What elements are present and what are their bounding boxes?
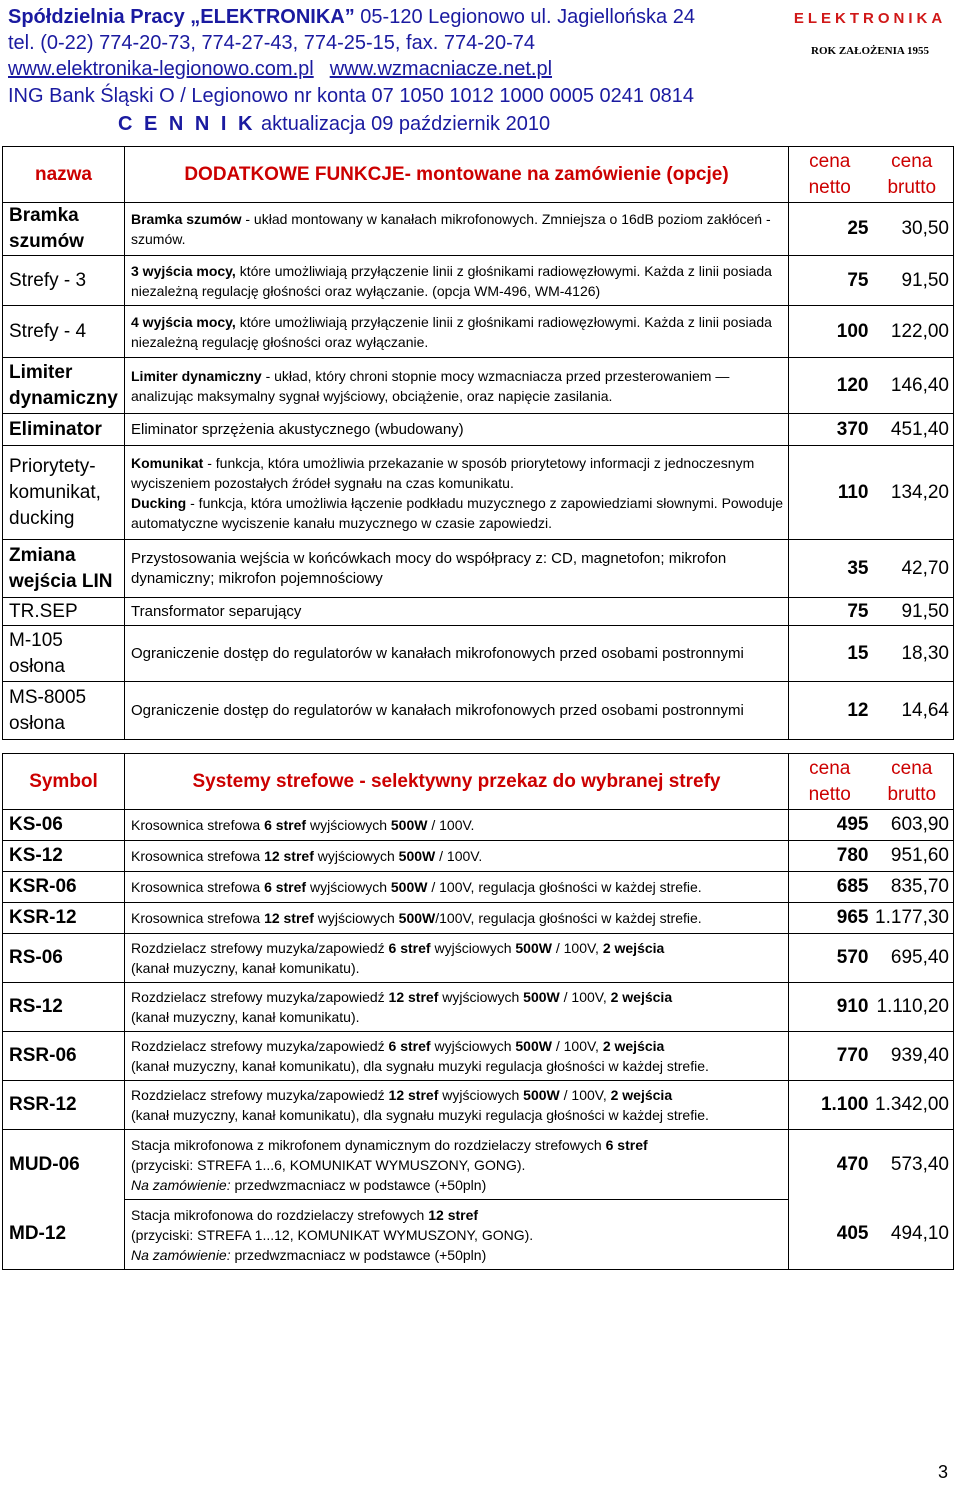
option-name: Eliminator — [3, 414, 125, 446]
table-row — [3, 810, 954, 841]
table-row — [3, 626, 954, 682]
product-desc: Stacja mikrofonowa do rozdzielaczy strefowych 12 stref (przyciski: STREFA 1...12, KOMUNIKAT WYMUSZONY, GONG). Na zamówienie: przedwzmacniacz w podstawce (+50pln) — [125, 1200, 789, 1270]
table-row — [3, 540, 954, 598]
option-name: Bramka szumów — [3, 203, 125, 256]
option-desc: Eliminator sprzężenia akustycznego (wbudowany) — [125, 414, 789, 446]
company-address: 05-120 Legionowo ul. Jagiellońska 24 — [360, 6, 695, 28]
price-netto: 910 — [789, 983, 871, 1032]
product-symbol: KS-06 — [3, 810, 125, 841]
cennik-title: C E N N I K — [118, 113, 256, 135]
website-link-2[interactable]: www.wzmacniacze.net.pl — [329, 58, 553, 80]
table-row — [3, 1200, 954, 1270]
col-header-netto: cena netto — [789, 147, 871, 203]
price-brutto: 122,00 — [871, 306, 954, 358]
option-name: TR.SEP — [3, 598, 125, 626]
price-brutto: 939,40 — [871, 1032, 954, 1081]
price-brutto: 14,64 — [871, 682, 954, 740]
price-netto: 100 — [789, 306, 871, 358]
col-header-symbol: Symbol — [3, 754, 125, 810]
table-row — [3, 358, 954, 414]
product-symbol: MUD-06 — [3, 1130, 125, 1200]
price-netto: 110 — [789, 446, 871, 540]
price-brutto: 1.342,00 — [871, 1081, 954, 1130]
table-row — [3, 934, 954, 983]
table-row — [3, 203, 954, 256]
table-row — [3, 841, 954, 872]
options-table — [2, 146, 954, 740]
option-desc: Przystosowania wejścia w końcówkach mocy do współpracy z: CD, magnetofon; mikrofon dynamiczny; mikrofon pojemnościowy — [125, 540, 789, 598]
price-brutto: 30,50 — [871, 203, 954, 256]
price-netto: 35 — [789, 540, 871, 598]
page-number: 3 — [938, 1462, 949, 1482]
price-brutto: 146,40 — [871, 358, 954, 414]
price-brutto: 91,50 — [871, 256, 954, 306]
product-desc: Rozdzielacz strefowy muzyka/zapowiedź 12 stref wyjściowych 500W / 100V, 2 wejścia (kanał muzyczny, kanał komunikatu), dla sygnału muzyki regulacja głośności w każdej strefie. — [125, 1081, 789, 1130]
product-symbol: RSR-06 — [3, 1032, 125, 1081]
product-desc: Krosownica strefowa 6 stref wyjściowych 500W / 100V. — [125, 810, 789, 841]
price-netto: 75 — [789, 598, 871, 626]
company-name: Spółdzielnia Pracy „ELEKTRONIKA” — [8, 6, 355, 28]
product-symbol: RS-06 — [3, 934, 125, 983]
zone-systems-table — [2, 753, 954, 1270]
table-row — [3, 1081, 954, 1130]
product-symbol: RSR-12 — [3, 1081, 125, 1130]
company-phones: tel. (0-22) 774-20-73, 774-27-43, 774-25-15, fax. 774-20-74 — [8, 32, 536, 54]
options-table-header — [3, 147, 954, 203]
price-netto: 370 — [789, 414, 871, 446]
product-symbol: KSR-12 — [3, 903, 125, 934]
option-desc: Ograniczenie dostęp do regulatorów w kanałach mikrofonowych przed osobami postronnymi — [125, 682, 789, 740]
price-netto: 75 — [789, 256, 871, 306]
price-netto: 25 — [789, 203, 871, 256]
option-name: Limiter dynamiczny — [3, 358, 125, 414]
price-brutto: 695,40 — [871, 934, 954, 983]
table-row — [3, 872, 954, 903]
price-netto: 15 — [789, 626, 871, 682]
product-symbol: MD-12 — [3, 1200, 125, 1270]
price-brutto: 91,50 — [871, 598, 954, 626]
product-desc: Rozdzielacz strefowy muzyka/zapowiedź 6 stref wyjściowych 500W / 100V, 2 wejścia (kanał muzyczny, kanał komunikatu), dla sygnału muzyki regulacja głośności w każdej strefie. — [125, 1032, 789, 1081]
website-link-1[interactable]: www.elektronika-legionowo.com.pl — [8, 58, 314, 80]
option-desc: Bramka szumów - układ montowany w kanałach mikrofonowych. Zmniejsza o 16dB poziom zakłóceń - szumów. — [125, 203, 789, 256]
zone-table-header — [3, 754, 954, 810]
price-brutto: 451,40 — [871, 414, 954, 446]
option-name: Strefy - 3 — [3, 256, 125, 306]
product-desc: Rozdzielacz strefowy muzyka/zapowiedź 12 stref wyjściowych 500W / 100V, 2 wejścia (kanał muzyczny, kanał komunikatu). — [125, 983, 789, 1032]
price-netto: 12 — [789, 682, 871, 740]
table-row — [3, 682, 954, 740]
price-brutto: 951,60 — [871, 841, 954, 872]
price-netto: 1.100 — [789, 1081, 871, 1130]
table-row — [3, 983, 954, 1032]
price-brutto: 494,10 — [871, 1200, 954, 1270]
option-name: M-105 osłona — [3, 626, 125, 682]
price-brutto: 835,70 — [871, 872, 954, 903]
price-netto: 120 — [789, 358, 871, 414]
company-logo — [788, 10, 952, 57]
option-name: Strefy - 4 — [3, 306, 125, 358]
product-desc: Krosownica strefowa 6 stref wyjściowych 500W / 100V, regulacja głośności w każdej strefie. — [125, 872, 789, 903]
product-desc: Krosownica strefowa 12 stref wyjściowych 500W/100V, regulacja głośności w każdej strefie. — [125, 903, 789, 934]
price-netto: 495 — [789, 810, 871, 841]
col-header-netto: cena netto — [789, 754, 871, 810]
option-desc: 4 wyjścia mocy, które umożliwiają przyłączenie linii z głośnikami radiowęzłowymi. Każda z linii posiada niezależną regulację głośności oraz wyłączanie. — [125, 306, 789, 358]
table-row — [3, 598, 954, 626]
product-desc: Rozdzielacz strefowy muzyka/zapowiedź 6 stref wyjściowych 500W / 100V, 2 wejścia (kanał muzyczny, kanał komunikatu). — [125, 934, 789, 983]
price-netto: 405 — [789, 1200, 871, 1270]
zone-table-title: Systemy strefowe - selektywny przekaz do wybranej strefy — [125, 754, 789, 810]
option-name: Zmiana wejścia LIN — [3, 540, 125, 598]
update-date: aktualizacja 09 październik 2010 — [261, 113, 551, 135]
product-desc: Stacja mikrofonowa z mikrofonem dynamicznym do rozdzielaczy strefowych 6 stref (przyciski: STREFA 1...6, KOMUNIKAT WYMUSZONY, GONG). Na zamówienie: przedwzmacniacz w podstawce (+50pln) — [125, 1130, 789, 1200]
table-row — [3, 1032, 954, 1081]
bank-account: ING Bank Śląski O / Legionowo nr konta 07 1050 1012 1000 0005 0241 0814 — [8, 85, 695, 107]
price-netto: 470 — [789, 1130, 871, 1200]
price-brutto: 603,90 — [871, 810, 954, 841]
logo-since: ROK ZAŁOŻENIA 1955 — [811, 45, 929, 57]
option-desc: Ograniczenie dostęp do regulatorów w kanałach mikrofonowych przed osobami postronnymi — [125, 626, 789, 682]
product-desc: Krosownica strefowa 12 stref wyjściowych 500W / 100V. — [125, 841, 789, 872]
price-netto: 780 — [789, 841, 871, 872]
table-row — [3, 414, 954, 446]
col-header-brutto: cena brutto — [871, 147, 954, 203]
table-row — [3, 903, 954, 934]
price-brutto: 1.110,20 — [871, 983, 954, 1032]
logo-brand: ELEKTRONIKA — [793, 10, 947, 27]
price-netto: 570 — [789, 934, 871, 983]
col-header-brutto: cena brutto — [871, 754, 954, 810]
table-row — [3, 256, 954, 306]
price-brutto: 1.177,30 — [871, 903, 954, 934]
table-row — [3, 1130, 954, 1200]
table-row — [3, 446, 954, 540]
product-symbol: RS-12 — [3, 983, 125, 1032]
price-brutto: 42,70 — [871, 540, 954, 598]
option-desc: Komunikat - funkcja, która umożliwia przekazanie w sposób priorytetowy informacji z jednoczesnym wyciszeniem pozostałych źródeł sygnału na czas komunikatu. Ducking - funkcja, która umożliwia łączenie podkładu muzycznego z zapowiedziami słownymi. Powoduje automatyczne wyciszenie kanału muzycznego w czasie zapowiedzi. — [125, 446, 789, 540]
options-table-title: DODATKOWE FUNKCJE- montowane na zamówienie (opcje) — [125, 147, 789, 203]
letterhead — [8, 4, 768, 138]
col-header-name: nazwa — [3, 147, 125, 203]
price-netto: 685 — [789, 872, 871, 903]
option-desc: 3 wyjścia mocy, które umożliwiają przyłączenie linii z głośnikami radiowęzłowymi. Każda z linii posiada niezależną regulację głośności oraz wyłączanie. (opcja WM-496, WM-4126) — [125, 256, 789, 306]
product-symbol: KS-12 — [3, 841, 125, 872]
price-netto: 770 — [789, 1032, 871, 1081]
product-symbol: KSR-06 — [3, 872, 125, 903]
option-desc: Transformator separujący — [125, 598, 789, 626]
price-brutto: 573,40 — [871, 1130, 954, 1200]
price-brutto: 134,20 — [871, 446, 954, 540]
price-brutto: 18,30 — [871, 626, 954, 682]
price-netto: 965 — [789, 903, 871, 934]
option-name: Priorytety-komunikat, ducking — [3, 446, 125, 540]
option-desc: Limiter dynamiczny - układ, który chroni stopnie mocy wzmacniacza przed przesterowaniem — analizując maksymalny sygnał wyjściowy, obciążenie, oraz napięcie zasilania. — [125, 358, 789, 414]
table-row — [3, 306, 954, 358]
option-name: MS-8005 osłona — [3, 682, 125, 740]
